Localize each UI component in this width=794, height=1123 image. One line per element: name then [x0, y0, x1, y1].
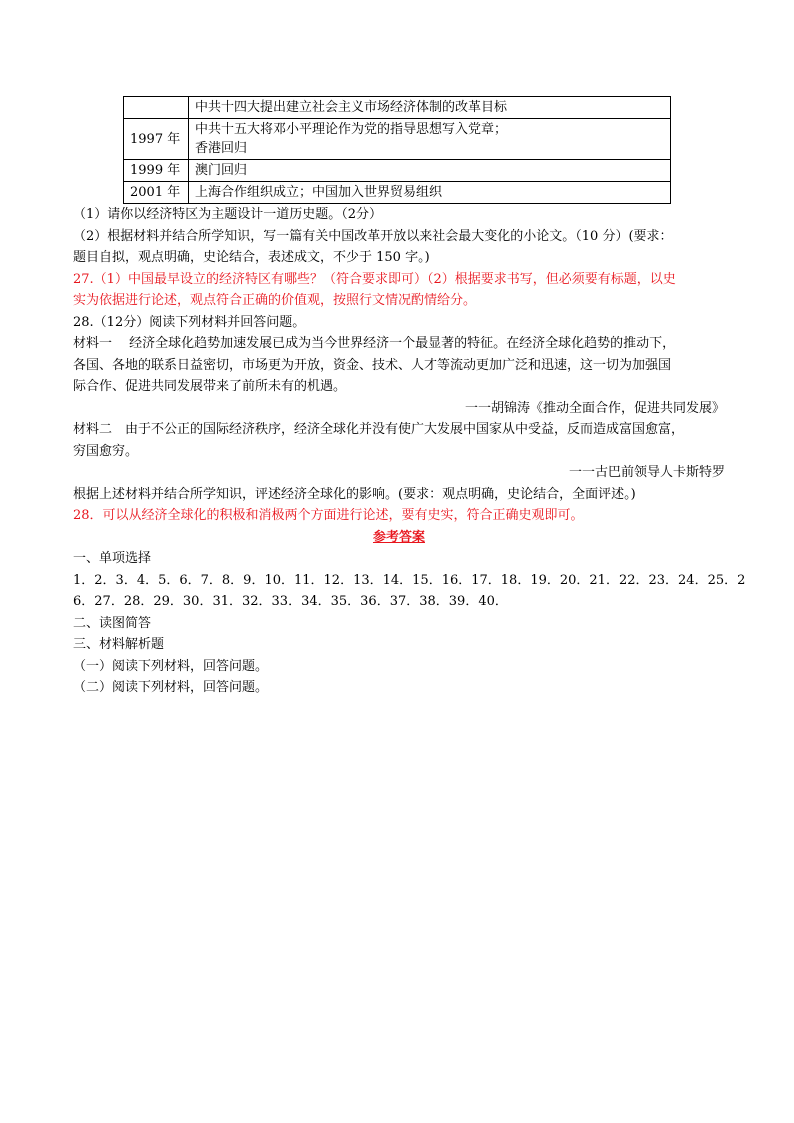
- section-multiple-choice: 一、单项选择: [73, 551, 152, 566]
- q27-answer: 27.（1）中国最早设立的经济特区有哪些？（符合要求即可）（2）根据要求书写，但必须要有标题，以史: [73, 271, 676, 287]
- q28-question: 根据上述材料并结合所学知识，评述经济全球化的影响。(要求：观点明确，史论结合，全面评述。): [73, 486, 636, 502]
- material1-cont: 各国、各地的联系日益密切，市场更为开放，资金、技术、人才等流动更加广泛和迅速，这一切为加强国: [73, 357, 672, 373]
- event-text: 中共十四大提出建立社会主义市场经济体制的改革目标: [195, 100, 508, 115]
- material1: 材料一 经济全球化趋势加速发展已成为当今世界经济一个最显著的特征。在经济全球化趋势的推动下，: [73, 336, 676, 351]
- event-text: 澳门回归: [195, 163, 248, 178]
- event-cell: [189, 97, 671, 119]
- q28-answer: 28．可以从经济全球化的积极和消极两个方面进行论述，要有史实，符合正确史观即可。: [73, 508, 584, 523]
- q27-answer-cont: 实为依据进行论述，观点符合正确的价值观，按照行文情况酌情给分。: [73, 293, 477, 308]
- table-row: [124, 97, 671, 119]
- events-table: [123, 96, 671, 204]
- event-cell: [189, 182, 671, 204]
- section-map-questions: 二、读图简答: [73, 615, 152, 631]
- event-text: 上海合作组织成立；中国加入世界贸易组织: [195, 185, 443, 200]
- q27-part2-cont: 题目自拟，观点明确，史论结合，表述成文，不少于 150 字。): [73, 250, 430, 265]
- material2-cont: 穷国愈穷。: [73, 443, 139, 459]
- section-material-analysis: 三、材料解析题: [73, 637, 165, 652]
- year-cell: 1997 年: [124, 119, 189, 160]
- subsection-1: （一）阅读下列材料，回答问题。: [73, 658, 269, 674]
- q27-part1: （1）请你以经济特区为主题设计一道历史题。（2分）: [73, 207, 383, 222]
- answer-numbers: 1．2．3．4．5．6．7．8．9．10．11．12．13．14．15．16．17．18．19．20．21．22．23．24．25．2: [73, 572, 746, 588]
- event-cell: [189, 119, 671, 160]
- answers-title: 参考答案: [372, 529, 425, 545]
- year-cell: 2001 年: [124, 182, 189, 204]
- table-row: [124, 119, 671, 160]
- subsection-2: （二）阅读下列材料，回答问题。: [73, 680, 269, 695]
- material2: 材料二 由于不公正的国际经济秩序，经济全球化并没有使广大发展中国家从中受益，反而造成富国愈富，: [73, 422, 685, 437]
- material1-source: 一一胡锦涛《推动全面合作，促进共同发展》: [464, 400, 725, 416]
- year-cell: [124, 97, 189, 119]
- event-text: 中共十五大将邓小平理论作为党的指导思想写入党章；: [195, 122, 508, 137]
- material1-cont: 际合作、促进共同发展带来了前所未有的机遇。: [73, 379, 347, 394]
- document-body: [73, 204, 746, 699]
- event-text: 香港回归: [195, 141, 248, 156]
- q27-part2: （2）根据材料并结合所学知识，写一篇有关中国改革开放以来社会最大变化的小论文。（10 分）(要求：: [73, 228, 673, 244]
- material2-source: 一一古巴前领导人卡斯特罗: [568, 465, 725, 480]
- table-row: [124, 160, 671, 182]
- year-cell: 1999 年: [124, 160, 189, 182]
- table-row: [124, 182, 671, 204]
- q28-header: 28.（12分）阅读下列材料并回答问题。: [73, 314, 306, 330]
- answer-numbers-cont: 6．27．28．29．30．31．32．33．34．35．36．37．38．39．40．: [73, 594, 508, 609]
- event-cell: [189, 160, 671, 182]
